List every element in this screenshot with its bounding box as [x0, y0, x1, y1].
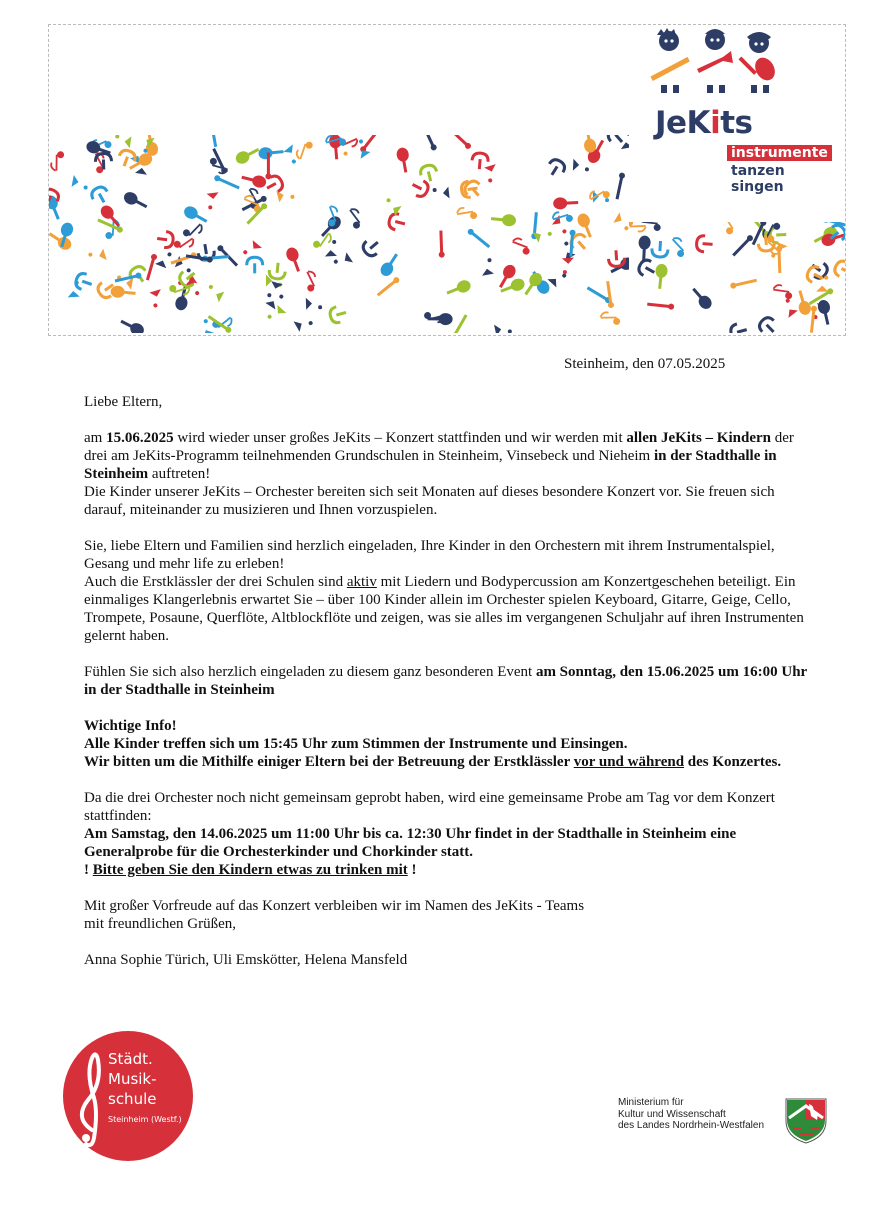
- pattern-instrument-icon: [450, 314, 469, 333]
- pattern-instrument-icon: [510, 237, 533, 256]
- pattern-instrument-icon: [110, 285, 136, 299]
- nrw-crest-icon: [785, 1098, 827, 1144]
- logo-text-line-1: Städt.: [108, 1050, 153, 1068]
- ministry-text: [618, 1097, 764, 1132]
- pattern-instrument-icon: [608, 250, 625, 267]
- pattern-instrument-icon: [545, 157, 567, 179]
- pattern-instrument-icon: [667, 235, 690, 258]
- pattern-instrument-icon: [421, 135, 438, 151]
- pattern-instrument-icon: [832, 259, 845, 281]
- pattern-instrument-icon: [378, 251, 402, 279]
- pattern-instrument-icon: [312, 229, 334, 252]
- pattern-instrument-icon: [156, 231, 174, 249]
- pattern-instrument-icon: [329, 305, 349, 325]
- pattern-instrument-icon: [568, 230, 576, 257]
- jekits-banner: [48, 24, 846, 336]
- pattern-instrument-icon: [396, 147, 412, 174]
- pattern-instrument-icon: [182, 204, 210, 227]
- pattern-instrument-icon: [427, 313, 452, 325]
- pattern-instrument-icon: [213, 174, 240, 190]
- pattern-instrument-icon: [97, 217, 124, 233]
- pattern-instrument-icon: [409, 177, 431, 199]
- pattern-instrument-icon: [466, 228, 491, 250]
- pattern-instrument-icon: [276, 186, 298, 203]
- letter-body: [84, 393, 814, 987]
- music-school-logo: [62, 1030, 194, 1162]
- pattern-instrument-icon: [816, 299, 833, 326]
- pattern-instrument-icon: [588, 185, 611, 206]
- pattern-instrument-icon: [269, 262, 287, 280]
- important-info: Wichtige Info! Alle Kinder treffen sich um 15:45 Uhr zum Stimmen der Instrumente und Einsingen. Wir bitten um die Mithilfe einiger Eltern bei der Betreuung der Erstklässler vor und während des Konzertes.: [84, 718, 782, 770]
- pattern-instrument-icon: [234, 144, 262, 166]
- pattern-instrument-icon: [182, 219, 205, 242]
- pattern-instrument-icon: [118, 316, 146, 333]
- instrument-pattern-image: [49, 135, 629, 333]
- pattern-instrument-icon: [499, 277, 527, 297]
- pattern-instrument-icon: [84, 249, 107, 266]
- pattern-instrument-icon: [207, 314, 233, 333]
- pattern-instrument-icon: [208, 135, 219, 147]
- pattern-instrument-icon: [654, 263, 669, 289]
- pattern-instrument-icon: [51, 151, 64, 171]
- pattern-instrument-icon: [731, 234, 754, 258]
- pattern-instrument-icon: [456, 206, 477, 222]
- pattern-instrument-icon: [170, 252, 197, 266]
- pattern-instrument-icon: [547, 264, 569, 287]
- pattern-instrument-icon: [247, 257, 263, 273]
- pattern-instrument-icon: [730, 277, 758, 289]
- pattern-instrument-icon: [294, 311, 317, 331]
- closing: Mit großer Vorfreude auf das Konzert verbleiben wir im Namen des JeKits - Teams mit freundlichen Grüßen,: [84, 898, 585, 932]
- pattern-instrument-icon: [207, 192, 221, 213]
- pattern-instrument-icon: [776, 246, 783, 273]
- pattern-instrument-icon: [638, 235, 651, 261]
- ministry-line-1: Ministerium für: [618, 1097, 684, 1108]
- pattern-instrument-icon: [172, 232, 195, 254]
- pattern-instrument-icon: [479, 254, 494, 276]
- pattern-instrument-icon: [110, 135, 131, 148]
- pattern-instrument-icon: [419, 164, 438, 183]
- pattern-instrument-icon: [757, 315, 780, 333]
- pattern-instrument-icon: [264, 305, 286, 328]
- pattern-instrument-icon: [428, 187, 449, 201]
- pattern-instrument-icon: [295, 139, 313, 162]
- pattern-instrument-icon: [647, 301, 674, 310]
- pattern-instrument-icon: [651, 240, 668, 257]
- paragraph-event: Fühlen Sie sich also herzlich eingeladen zu diesem ganz besonderen Event am Sonntag, den 15.06.2025 um 16:00 Uhr in der Stadthalle in Steinheim: [84, 664, 807, 698]
- pattern-instrument-icon: [284, 246, 304, 274]
- ministry-line-2: Kultur und Wissenschaft: [618, 1108, 726, 1120]
- pattern-instrument-icon: [718, 222, 739, 236]
- paragraph-invitation: Sie, liebe Eltern und Familien sind herzlich eingeladen, Ihre Kinder in den Orchestern mit ihrem Instrumentalspiel, Gesang und mehr life zu erleben! Auch die Erstklässler der drei Schulen sind aktiv mit Liedern und Bodypercussion am Konzertgeschehen beteiligt. Ein einmaliges Klangerlebnis erwartet Sie – über 100 Kinder allein im Orchester spielen Keyboard, Gitarre, Geige, Cello, Trompete, Posaune, Querflöte, Altblockflöte und zeigen, was sie alles im vergangenen Schuljahr auf ihren Instrumenten gelernt haben.: [84, 538, 804, 644]
- kids-with-instruments-icon: [647, 27, 777, 97]
- logo-text-line-4: Steinheim (Westf.): [108, 1115, 182, 1124]
- instrument-pattern-image-lower: [629, 222, 845, 333]
- pattern-instrument-icon: [388, 212, 407, 231]
- pattern-instrument-icon: [491, 213, 517, 227]
- pattern-instrument-icon: [360, 236, 383, 259]
- pattern-instrument-icon: [605, 281, 615, 309]
- pattern-instrument-icon: [376, 276, 401, 298]
- pattern-instrument-icon: [448, 135, 472, 150]
- letter-date: Steinheim, den 07.05.2025: [564, 356, 726, 372]
- pattern-instrument-icon: [149, 289, 166, 312]
- pattern-instrument-icon: [629, 222, 646, 232]
- pattern-instrument-icon: [772, 284, 793, 299]
- pattern-instrument-icon: [729, 322, 749, 333]
- logo-text-line-3: schule: [108, 1090, 157, 1108]
- tag-singen: singen: [731, 179, 784, 195]
- pattern-instrument-icon: [344, 207, 366, 230]
- pattern-instrument-icon: [240, 171, 267, 189]
- ministry-line-3: des Landes Nordrhein-Westfalen: [618, 1120, 765, 1131]
- pattern-instrument-icon: [306, 297, 326, 310]
- logo-text-line-2: Musik-: [108, 1070, 157, 1088]
- pattern-instrument-icon: [266, 281, 283, 304]
- pattern-instrument-icon: [600, 312, 620, 325]
- pattern-instrument-icon: [145, 253, 158, 281]
- pattern-instrument-icon: [613, 212, 629, 233]
- pattern-instrument-icon: [89, 185, 111, 207]
- pattern-instrument-icon: [438, 231, 445, 258]
- jekits-logo: [629, 25, 845, 222]
- pattern-instrument-icon: [494, 320, 516, 333]
- pattern-instrument-icon: [122, 190, 150, 212]
- jekits-wordmark: JeKits: [655, 105, 753, 141]
- greeting: Liebe Eltern,: [84, 394, 163, 410]
- tag-tanzen: tanzen: [731, 163, 785, 179]
- pattern-instrument-icon: [484, 164, 501, 187]
- pattern-instrument-icon: [240, 240, 262, 263]
- pattern-instrument-icon: [553, 196, 579, 209]
- pattern-instrument-icon: [689, 285, 714, 312]
- pattern-instrument-icon: [72, 175, 94, 191]
- pattern-instrument-icon: [445, 278, 473, 298]
- tag-instrumente: instrumente: [727, 145, 832, 161]
- pattern-instrument-icon: [201, 282, 224, 302]
- pattern-instrument-icon: [696, 235, 713, 252]
- paragraph-rehearsal: Da die drei Orchester noch nicht gemeinsam geprobt haben, wird eine gemeinsame Probe am Tag vor dem Konzert stattfinden: Am Samstag, den 14.06.2025 um 11:00 Uhr bis ca. 12:30 Uhr findet in der Stadthalle in Steinheim eine Generalprobe für die Orchesterkinder und Chorkinder statt. ! Bitte geben Sie den Kindern etwas zu trinken mit !: [84, 790, 775, 878]
- pattern-instrument-icon: [258, 146, 284, 160]
- paragraph-concert: am 15.06.2025 wird wieder unser großes JeKits – Konzert stattfinden und wir werden mit allen JeKits – Kindern der drei am JeKits-Programm teilnehmenden Grundschulen in Steinheim, Vinsebeck und Nieheim in der Stadthalle in Steinheim auftreten! Die Kinder unserer JeKits – Orchester bereiten sich seit Monaten auf dieses besondere Konzert vor. Sie freuen sich darauf, miteinander zu musizieren und Ihnen vorzuspielen.: [84, 430, 794, 518]
- pattern-instrument-icon: [265, 286, 286, 309]
- pattern-instrument-icon: [301, 270, 321, 293]
- pattern-instrument-icon: [636, 258, 658, 280]
- pattern-instrument-icon: [614, 172, 625, 200]
- signatures: Anna Sophie Türich, Uli Emskötter, Helena Mansfeld: [84, 952, 408, 968]
